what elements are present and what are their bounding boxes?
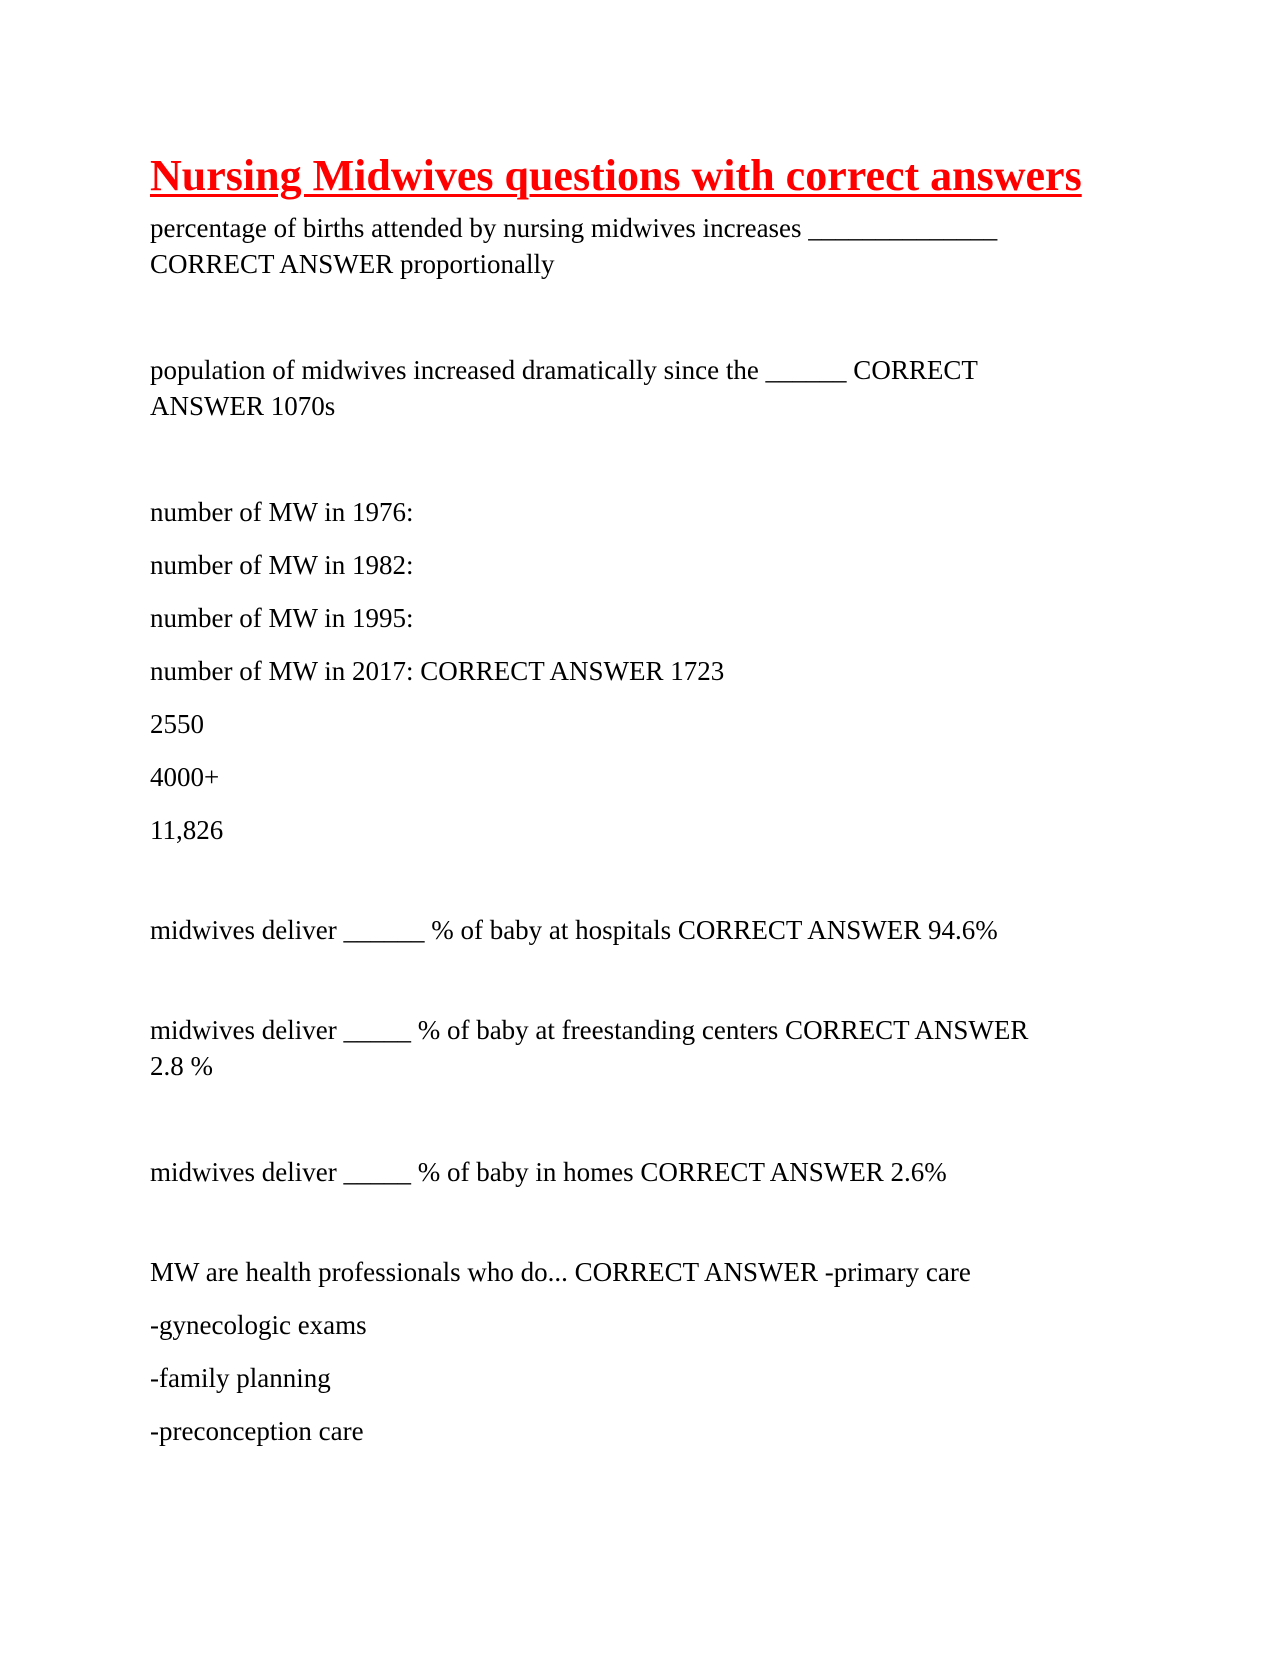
document-body — [150, 148, 1130, 1449]
answer-line: 2550 — [150, 709, 204, 739]
question-text: midwives deliver _____ % of baby in homes CORRECT ANSWER 2.6% — [150, 1157, 947, 1187]
question-text: population of midwives increased dramatically since the ______ CORRECT — [150, 355, 978, 385]
qa-item-midwife-counts — [150, 494, 1130, 848]
answer-line: 11,826 — [150, 815, 224, 845]
answer-text: ANSWER 1070s — [150, 391, 336, 421]
question-text: percentage of births attended by nursing midwives increases ______________ — [150, 213, 998, 243]
document-title: Nursing Midwives questions with correct answers — [150, 151, 1082, 200]
qa-item-midwife-services — [150, 1254, 1130, 1449]
answer-line: -preconception care — [150, 1416, 364, 1446]
question-line: MW are health professionals who do... CORRECT ANSWER -primary care — [150, 1257, 971, 1287]
question-line: number of MW in 1982: — [150, 550, 414, 580]
qa-item-midwife-population — [150, 352, 1130, 424]
qa-item-freestanding-deliveries — [150, 1012, 1130, 1084]
answer-text: 2.8 % — [150, 1051, 213, 1081]
qa-item-home-deliveries — [150, 1154, 1130, 1190]
question-line: number of MW in 2017: CORRECT ANSWER 1723 — [150, 656, 725, 686]
question-line: number of MW in 1976: — [150, 497, 414, 527]
question-text: midwives deliver ______ % of baby at hospitals CORRECT ANSWER 94.6% — [150, 915, 998, 945]
answer-line: -family planning — [150, 1363, 331, 1393]
answer-line: 4000+ — [150, 762, 220, 792]
qa-item-hospital-deliveries — [150, 912, 1130, 948]
question-text: midwives deliver _____ % of baby at freestanding centers CORRECT ANSWER — [150, 1015, 1029, 1045]
answer-line: -gynecologic exams — [150, 1310, 367, 1340]
question-line: number of MW in 1995: — [150, 603, 414, 633]
answer-text: CORRECT ANSWER proportionally — [150, 249, 555, 279]
qa-item-births-percentage — [150, 210, 1130, 282]
